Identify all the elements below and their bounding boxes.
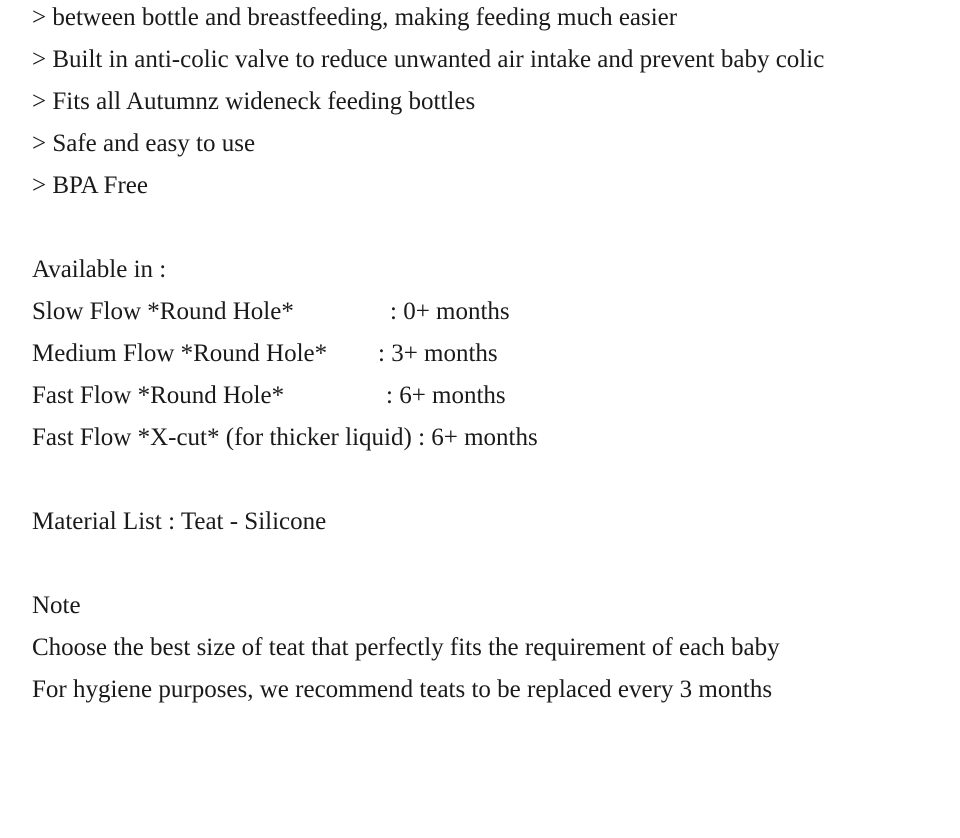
flow-option-name: Fast Flow *X-cut* (for thicker liquid) (32, 424, 412, 451)
feature-line: > BPA Free (32, 172, 148, 199)
flow-option-xcut (32, 417, 952, 459)
flow-option-age: : 3+ months (378, 340, 498, 367)
feature-line: > Fits all Autumnz wideneck feeding bottles (32, 88, 476, 115)
flow-option-fast (32, 375, 952, 417)
material-list: Material List : Teat - Silicone (32, 508, 327, 535)
spacer (32, 543, 952, 585)
flow-option-medium (32, 333, 952, 375)
flow-option-age: : 6+ months (411, 424, 538, 451)
flow-option-name: Medium Flow *Round Hole* (32, 340, 328, 367)
flow-option-name: Slow Flow *Round Hole* (32, 298, 294, 325)
note-line: Choose the best size of teat that perfectly fits the requirement of each baby (32, 634, 780, 661)
product-description (32, 0, 952, 711)
spacer (32, 459, 952, 501)
note-line: For hygiene purposes, we recommend teats to be replaced every 3 months (32, 676, 773, 703)
feature-line: > Safe and easy to use (32, 130, 256, 157)
flow-option-name: Fast Flow *Round Hole* (32, 382, 285, 409)
flow-option-slow (32, 291, 952, 333)
flow-option-age: : 0+ months (390, 298, 510, 325)
availability-heading: Available in : (32, 256, 167, 283)
feature-line: > between bottle and breastfeeding, making feeding much easier (32, 4, 678, 31)
feature-line: > Built in anti-colic valve to reduce unwanted air intake and prevent baby colic (32, 46, 825, 73)
note-heading: Note (32, 592, 81, 619)
spacer (32, 207, 952, 249)
flow-option-age: : 6+ months (386, 382, 506, 409)
